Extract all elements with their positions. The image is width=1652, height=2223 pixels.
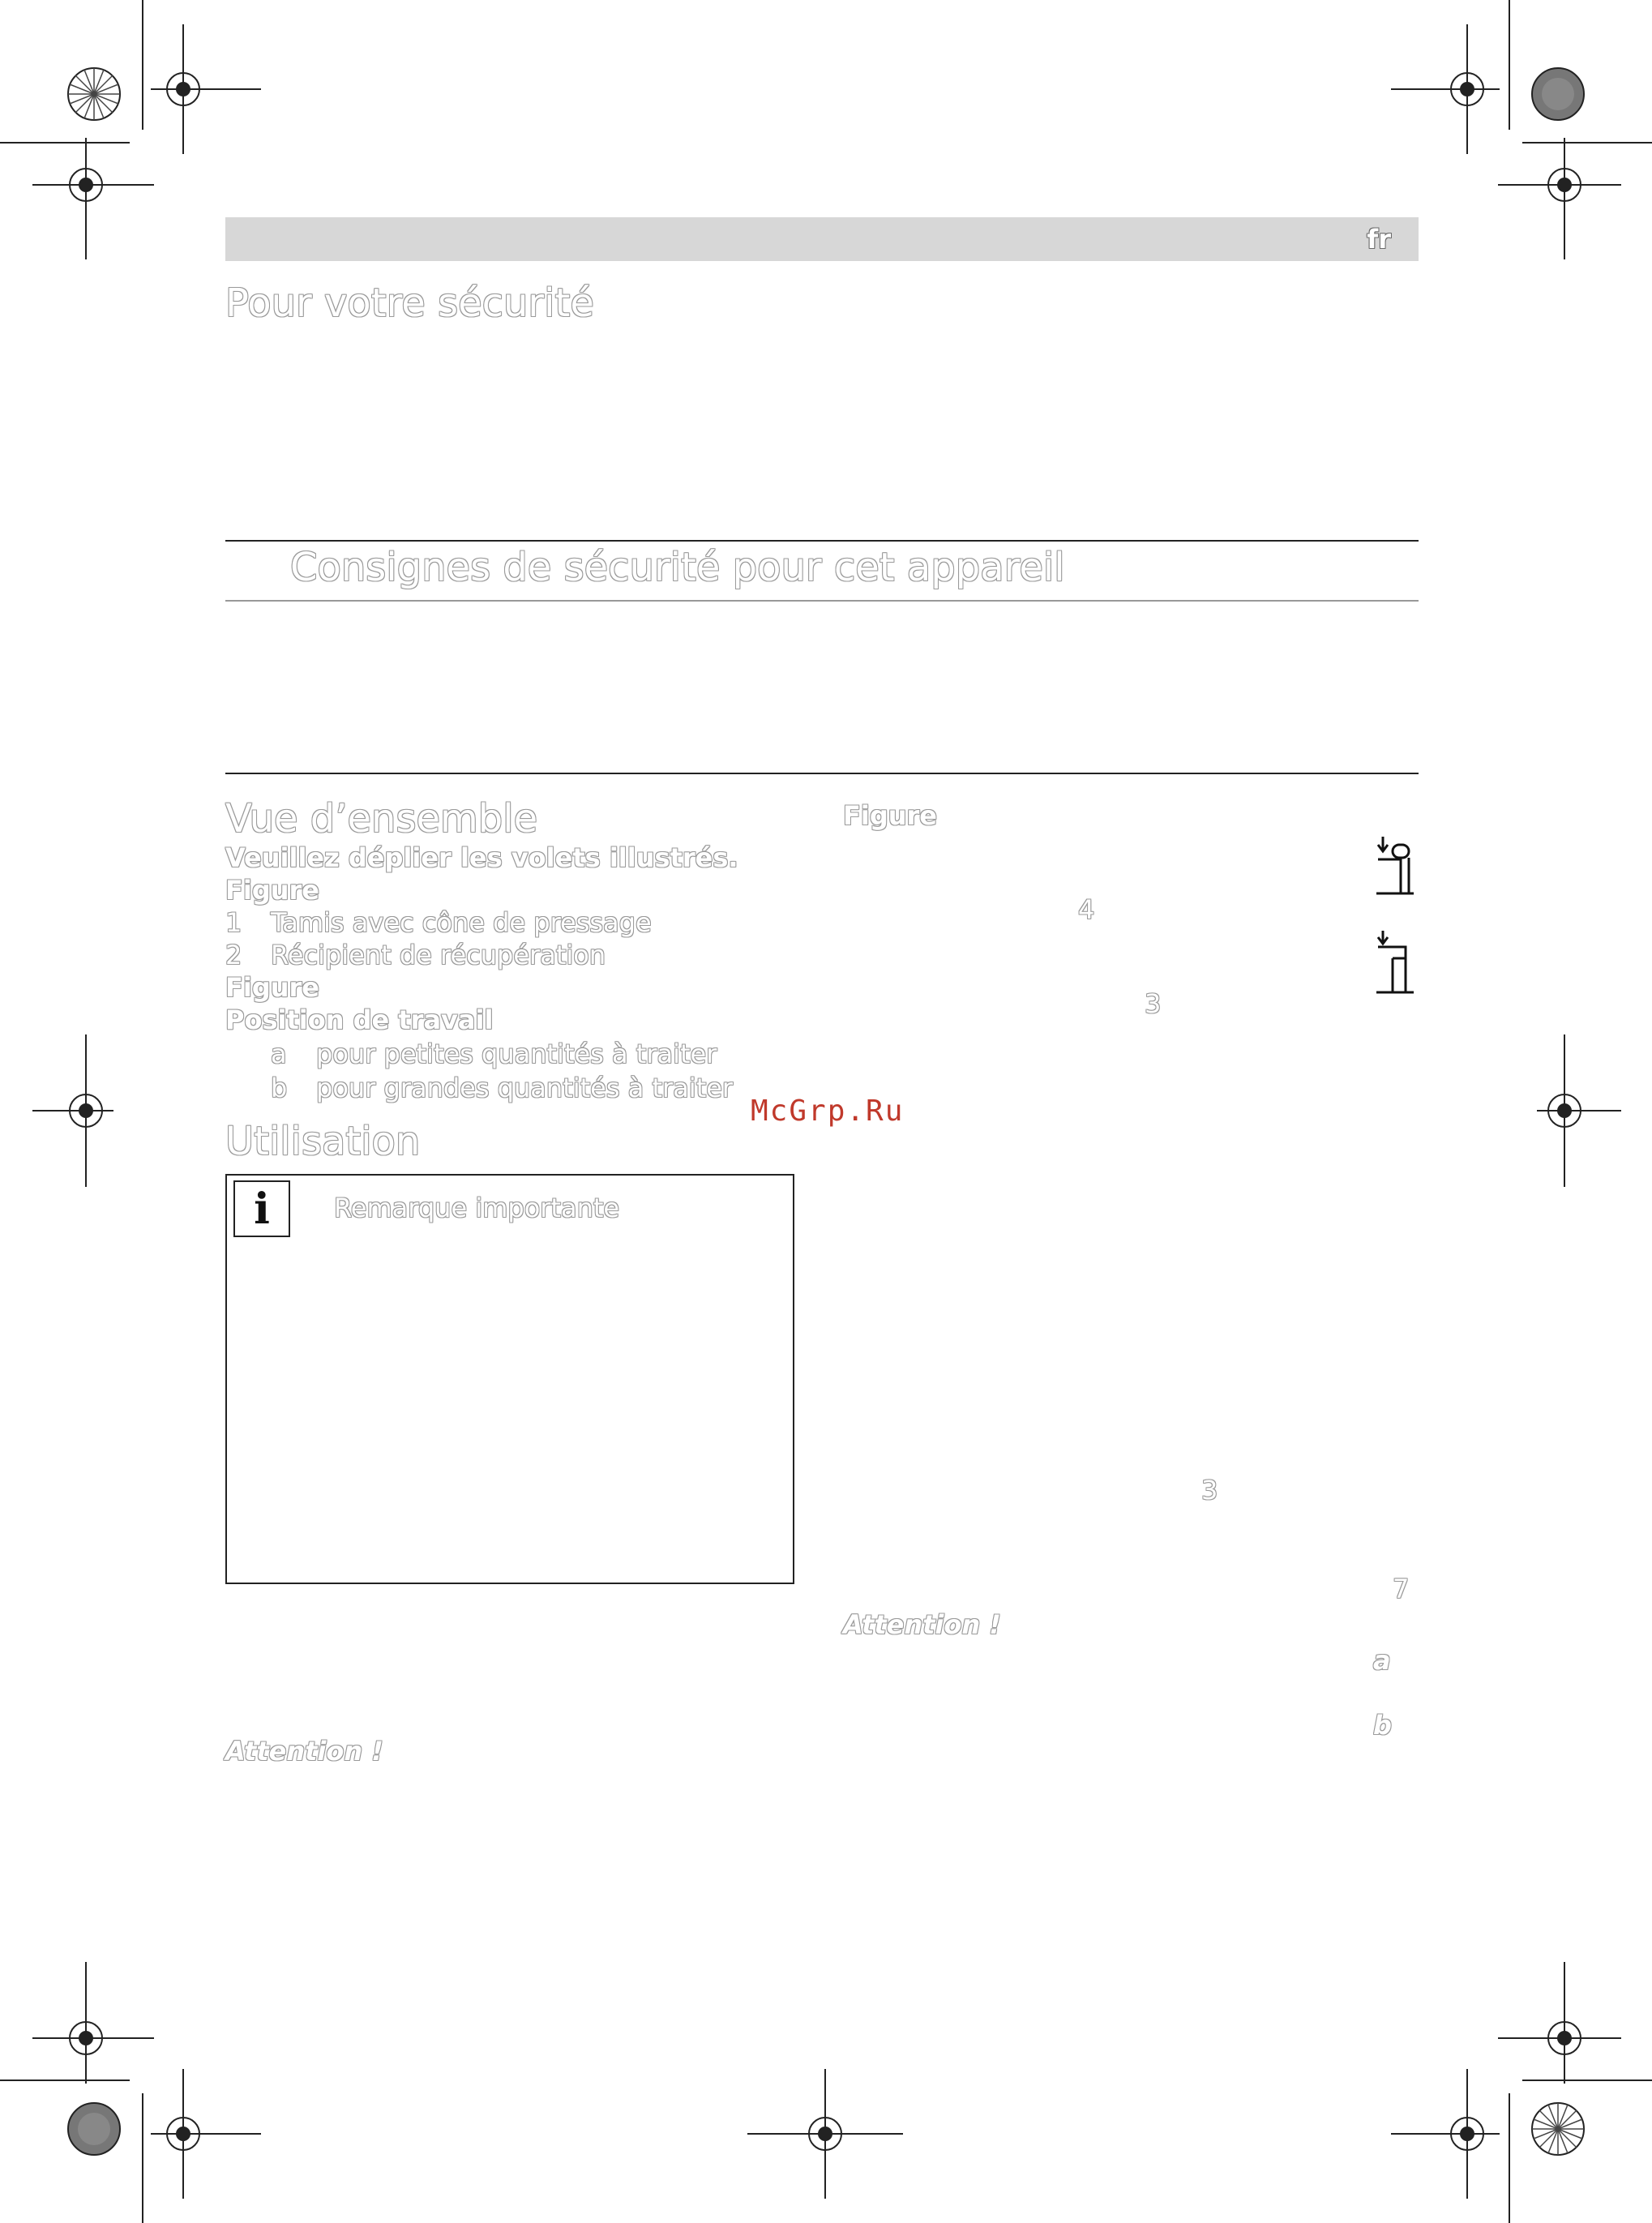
info-icon: i	[233, 1180, 290, 1237]
usage-title: Utilisation	[225, 1119, 421, 1164]
juicer-position-small-icon	[1373, 833, 1419, 898]
position-label-b: pour grandes quantités à traiter	[316, 1073, 734, 1103]
crosshair-mark-ml	[32, 1034, 113, 1187]
crosshair-mark-tr1	[1391, 24, 1500, 154]
attention-right: Attention !	[843, 1609, 1001, 1640]
position-label-a: pour petites quantités à traiter	[316, 1039, 717, 1069]
crosshair-mark-tl1	[151, 24, 261, 154]
safety-instructions-title: Consignes de sécurité pour cet appareil	[290, 545, 1065, 590]
work-position-label: Position de travail	[225, 1004, 494, 1035]
position-letter-b: b	[271, 1073, 288, 1103]
position-letter-a: a	[271, 1039, 287, 1069]
part-label-1: Tamis avec cône de pressage	[271, 907, 652, 938]
divider-under-title	[225, 600, 1419, 602]
starburst-mark-tl	[68, 68, 120, 120]
gray-dot-mark-tr	[1532, 68, 1584, 120]
figure-label-2: Figure	[225, 972, 319, 1003]
callout-number-3-top: 3	[1145, 988, 1162, 1019]
part-number-2: 2	[225, 940, 242, 970]
callout-number-4: 4	[1078, 894, 1095, 925]
divider-top	[225, 540, 1419, 542]
crosshair-mark-br1	[1391, 2069, 1500, 2199]
letter-b-right: b	[1373, 1710, 1392, 1741]
language-label: fr	[1367, 224, 1391, 255]
crosshair-mark-bl1	[32, 1962, 154, 2084]
figure-label-1: Figure	[225, 875, 319, 906]
crosshair-mark-br2	[1498, 1962, 1621, 2084]
language-header-bar	[225, 217, 1419, 261]
unfold-note: Veuillez déplier les volets illustrés.	[225, 842, 738, 873]
crosshair-mark-tr2	[1498, 138, 1621, 259]
part-number-1: 1	[225, 907, 242, 938]
safety-title: Pour votre sécurité	[225, 281, 594, 326]
attention-left: Attention !	[225, 1736, 383, 1767]
crosshair-mark-bl2	[151, 2069, 261, 2199]
crosshair-mark-mr	[1537, 1034, 1621, 1187]
part-label-2: Récipient de récupération	[271, 940, 606, 970]
starburst-mark-br	[1532, 2103, 1584, 2155]
juicer-position-large-icon	[1373, 927, 1419, 997]
important-note-box	[225, 1174, 794, 1584]
gray-dot-mark-bl	[68, 2103, 120, 2155]
callout-number-3-mid: 3	[1201, 1475, 1218, 1506]
important-note-title: Remarque importante	[334, 1193, 620, 1223]
letter-a-right: a	[1373, 1645, 1391, 1676]
watermark: McGrp.Ru	[751, 1094, 905, 1128]
right-figure-label: Figure	[843, 800, 937, 831]
callout-number-7: 7	[1393, 1574, 1410, 1604]
overview-title: Vue d’ensemble	[225, 796, 538, 842]
crosshair-mark-tl2	[32, 138, 154, 259]
divider-middle	[225, 773, 1419, 774]
